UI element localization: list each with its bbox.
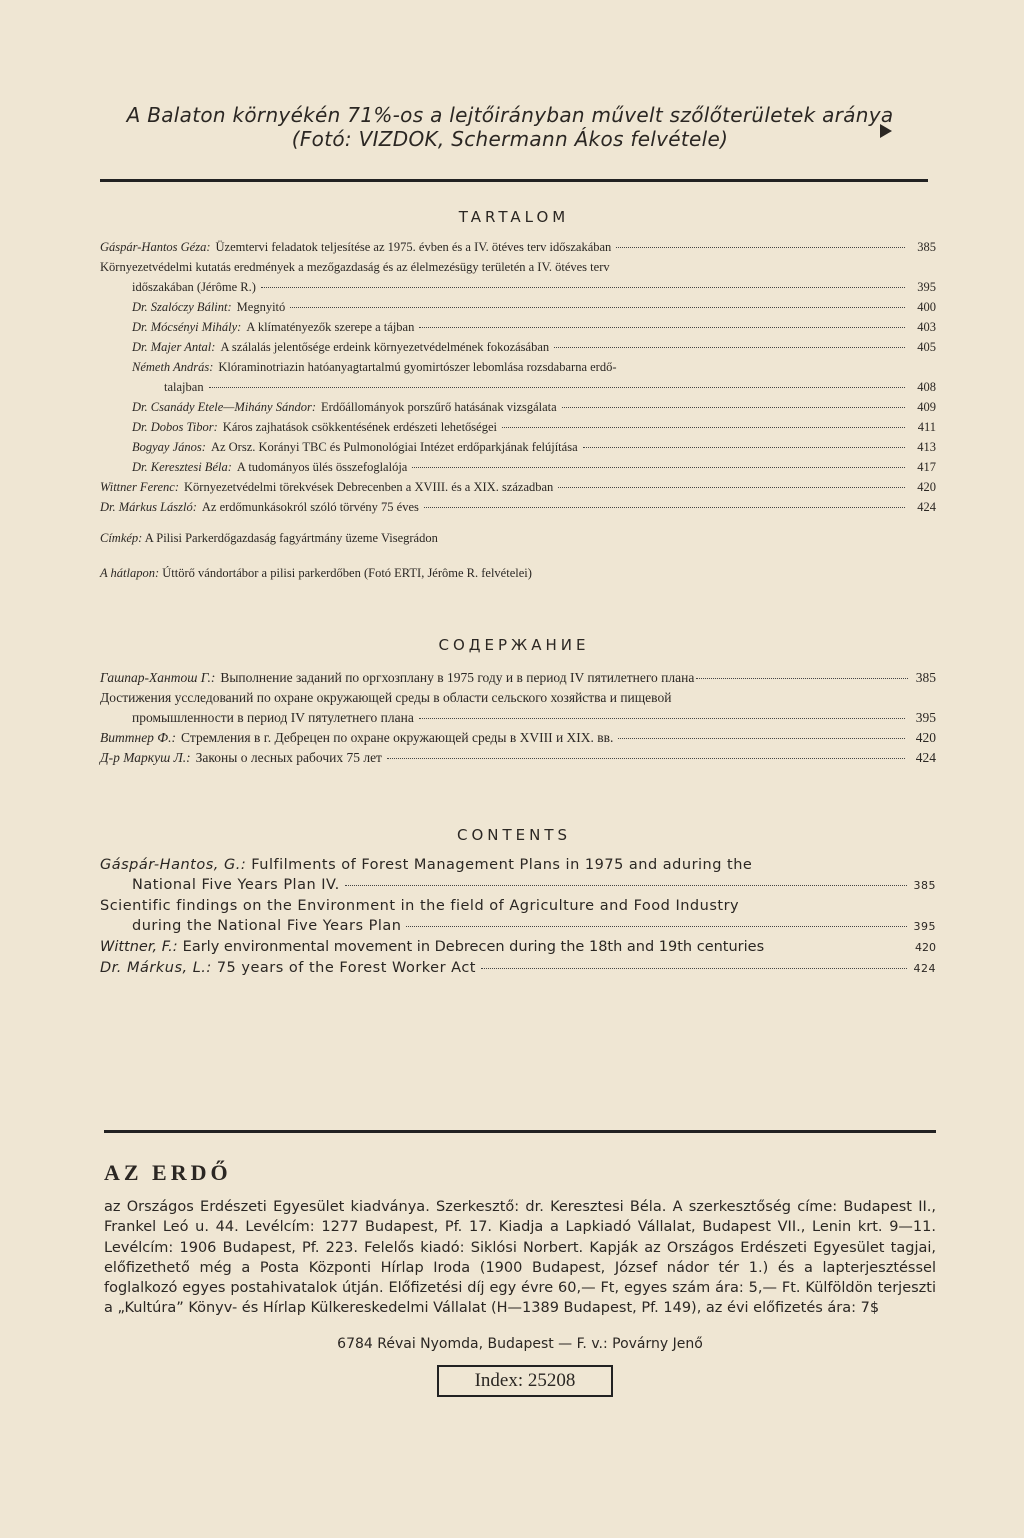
toc-entry-continued[interactable]: időszakában (Jérôme R.) 395 [132, 280, 936, 294]
ru-toc-heading: СОДЕРЖАНИЕ [438, 636, 590, 654]
ru-toc [100, 668, 936, 768]
bottom-rule [104, 1130, 936, 1133]
caption-line-1: A Balaton környékén 71%-os a lejtőirányban művelt szőlőterületek aránya [126, 103, 894, 127]
toc-entry[interactable]: Д-р Маркуш Л.: Законы о лесных рабочих 75 лет 424 [100, 750, 936, 765]
hu-toc [100, 237, 936, 517]
index-number: Index: 25208 [437, 1365, 613, 1397]
top-rule [100, 179, 928, 182]
toc-entry[interactable]: Scientific findings on the Environment in the field of Agriculture and Food Industry [100, 898, 740, 914]
toc-entry[interactable]: Виттнер Ф.: Стремления в г. Дебрецен по охране окружающей среды в XVIII и XIX. вв. 420 [100, 730, 936, 745]
masthead-title: AZ ERDŐ [104, 1160, 232, 1185]
toc-entry[interactable]: Dr. Majer Antal: A szálalás jelentősége erdeink környezetvédelmének fokozásában 405 [132, 340, 936, 354]
toc-entry[interactable]: Németh András: Klóraminotriazin hatóanyagtartalmú gyomirtószer lebomlása rozsdabarna erdő- [132, 360, 617, 374]
printer-line: 6784 Révai Nyomda, Budapest — F. v.: Povárny Jenő [337, 1336, 703, 1352]
toc-entry-continued[interactable]: talajban 408 [164, 380, 936, 394]
en-toc-heading: CONTENTS [456, 826, 572, 844]
toc-entry[interactable]: Dr. Dobos Tibor: Káros zajhatások csökkentésének erdészeti lehetőségei 411 [132, 420, 936, 434]
caption-line-2: (Fotó: VIZDOK, Schermann Ákos felvétele) [291, 127, 729, 151]
toc-entry[interactable]: Bogyay János: Az Orsz. Korányi TBC és Pulmonológiai Intézet erdőparkjának felújítása 413 [132, 440, 936, 454]
toc-entry[interactable]: Környezetvédelmi kutatás eredmények a mezőgazdaság és az élelmezésügy területén a IV. ötéves terv [100, 260, 610, 274]
toc-entry[interactable]: Wittner Ferenc: Környezetvédelmi törekvések Debrecenben a XVIII. és a XIX. században 420 [100, 480, 936, 494]
masthead-body: az Országos Erdészeti Egyesület kiadványa. Szerkesztő: dr. Keresztesi Béla. A szerkesztőség címe: Budapest II., Frankel Leó u. 44. Levélcím: 1277 Budapest, Pf. 17. Kiadja a Lapkiadó Vállalat, Budapest VII., Lenin krt. 9—11. Levélcím: 1906 Budapest, Pf. 223. Felelős kiadó: Siklósi Norbert. Kapják az Országos Erdészeti Egyesület tagjai, előfizethető még a Posta Központi Hírlap Iroda (1900 Budapest, József nádor tér 1.) és a lapterjesztéssel foglalkozó egyes postahivatalok útján. Előfizetési díj egy évre 60,— Ft, egyes szám ára: 5,— Ft. Külföldön terjeszti a „Kultúra” Könyv- és Hírlap Külkereskedelmi Vállalat (H—1389 Budapest, Pf. 149), az évi előfizetés ára: 7$ [104, 1199, 936, 1317]
toc-entry-continued[interactable]: National Five Years Plan IV. 385 [132, 877, 936, 893]
toc-entry[interactable]: Dr. Keresztesi Béla: A tudományos ülés összefoglalója 417 [132, 460, 936, 474]
toc-entry-continued[interactable]: during the National Five Years Plan 395 [132, 918, 936, 934]
hu-toc-heading: TARTALOM [458, 208, 570, 226]
toc-entry[interactable]: Dr. Mócsényi Mihály: A klímatényezők szerepe a tájban 403 [132, 320, 936, 334]
toc-entry[interactable]: Dr. Márkus, L.: 75 years of the Forest Worker Act 424 [100, 960, 936, 976]
toc-entry[interactable]: Gáspár-Hantos, G.: Fulfilments of Forest Management Plans in 1975 and aduring the [100, 857, 753, 873]
cover-image-note: Címkép: A Pilisi Parkerdőgazdaság fagyártmány üzeme Visegrádon [100, 531, 438, 545]
toc-entry[interactable]: Гашпар-Хантош Г.: Выполнение заданий по оргхозплану в 1975 году и в период IV пятилетнего плана 385 [100, 670, 936, 685]
toc-entry-continued[interactable]: промышленности в период IV пятулетнего плана 395 [132, 710, 936, 725]
toc-entry[interactable]: Gáspár-Hantos Géza: Üzemtervi feladatok teljesítése az 1975. évben és a IV. ötéves terv időszakában 385 [100, 240, 936, 254]
toc-entry[interactable]: Достижения усследований по охране окружающей среды в области сельского хозяйства и пищевой [100, 690, 672, 705]
toc-entry[interactable]: Dr. Csanády Etele—Mihány Sándor: Erdőállományok porszűrő hatásának vizsgálata 409 [132, 400, 936, 414]
en-toc [100, 855, 936, 979]
arrow-right-icon [880, 124, 892, 138]
photo-caption [120, 103, 900, 151]
toc-entry[interactable]: Dr. Szalóczy Bálint: Megnyitó 400 [132, 300, 936, 314]
toc-entry[interactable]: Wittner, F.: Early environmental movement in Debrecen during the 18th and 19th centuries 420 [100, 939, 936, 955]
toc-entry[interactable]: Dr. Márkus László: Az erdőmunkásokról szóló törvény 75 éves 424 [100, 500, 936, 514]
back-cover-note: A hátlapon: Úttörő vándortábor a pilisi parkerdőben (Fotó ERTI, Jérôme R. felvételei) [100, 566, 532, 580]
